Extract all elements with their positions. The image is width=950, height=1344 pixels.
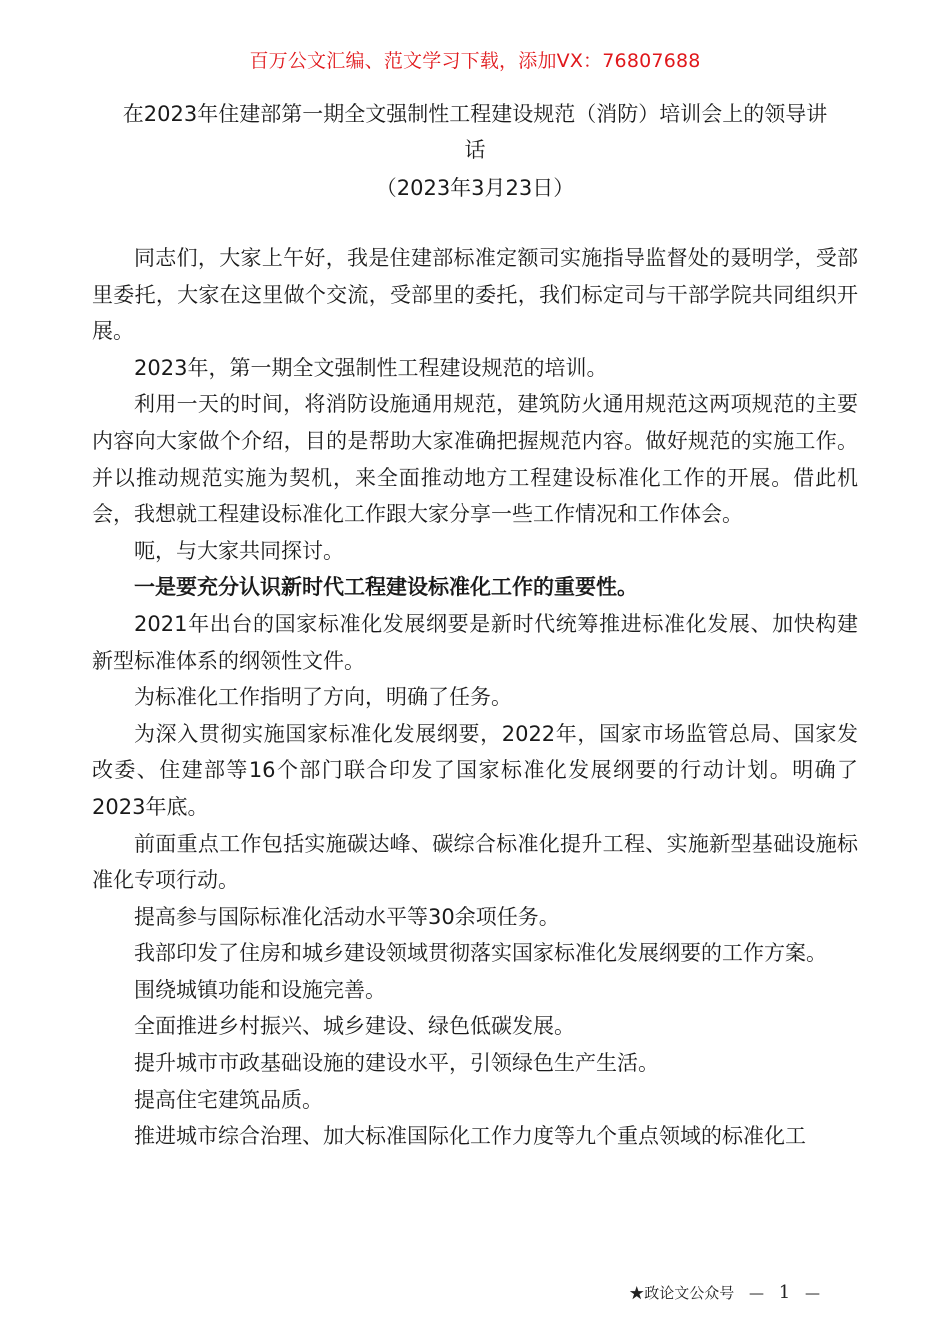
body-paragraph: 全面推进乡村振兴、城乡建设、绿色低碳发展。 (134, 1014, 575, 1039)
body-paragraph: 推进城市综合治理、加大标准国际化工作力度等九个重点领域的标准化工 (134, 1124, 806, 1149)
title-line-2: 话 (464, 138, 486, 162)
footer-source: ★政论文公众号 (629, 1284, 735, 1302)
footer-dash-right: — (805, 1284, 820, 1302)
body-paragraph: 提高住宅建筑品质。 (134, 1087, 323, 1112)
page-footer (629, 1282, 830, 1303)
document-title (92, 96, 858, 168)
header-banner: 百万公文汇编、范文学习下载，添加VX：76807688 (249, 50, 701, 72)
body-paragraph: 围绕城镇功能和设施完善。 (134, 977, 386, 1002)
body-paragraph: 前面重点工作包括实施碳达峰、碳综合标准化提升工程、实施新型基础设施标准化专项行动。 (92, 831, 858, 893)
title-line-1: 在2023年住建部第一期全文强制性工程建设规范（消防）培训会上的领导讲 (122, 102, 828, 126)
body-paragraph: 提高参与国际标准化活动水平等30余项任务。 (134, 904, 560, 929)
body-paragraph: 为标准化工作指明了方向，明确了任务。 (134, 685, 512, 710)
body-paragraph: 为深入贯彻实施国家标准化发展纲要，2022年，国家市场监管总局、国家发改委、住建部等16个部门联合印发了国家标准化发展纲要的行动计划。明确了2023年底。 (92, 721, 858, 819)
page-number: 1 (778, 1282, 791, 1303)
document-date: （2023年3月23日） (375, 176, 575, 200)
body-paragraph: 我部印发了住房和城乡建设领域贯彻落实国家标准化发展纲要的工作方案。 (134, 941, 827, 966)
body-paragraph: 2023年，第一期全文强制性工程建设规范的培训。 (134, 355, 608, 380)
section-heading: 一是要充分认识新时代工程建设标准化工作的重要性。 (134, 575, 638, 600)
body-paragraph: 同志们，大家上午好，我是住建部标准定额司实施指导监督处的聂明学，受部里委托，大家在这里做个交流，受部里的委托，我们标定司与干部学院共同组织开展。 (92, 246, 858, 344)
body-paragraph: 利用一天的时间，将消防设施通用规范，建筑防火通用规范这两项规范的主要内容向大家做个介绍，目的是帮助大家准确把握规范内容。做好规范的实施工作。并以推动规范实施为契机，来全面推动地方工程建设标准化工作的开展。借此机会，我想就工程建设标准化工作跟大家分享一些工作情况和工作体会。 (92, 392, 858, 527)
body-paragraph: 2021年出台的国家标准化发展纲要是新时代统筹推进标准化发展、加快构建新型标准体系的纲领性文件。 (92, 611, 858, 673)
document-body (92, 240, 858, 1155)
body-paragraph: 提升城市市政基础设施的建设水平，引领绿色生产生活。 (134, 1051, 659, 1076)
footer-dash-left: — (748, 1284, 764, 1302)
body-paragraph: 呃，与大家共同探讨。 (134, 538, 344, 563)
